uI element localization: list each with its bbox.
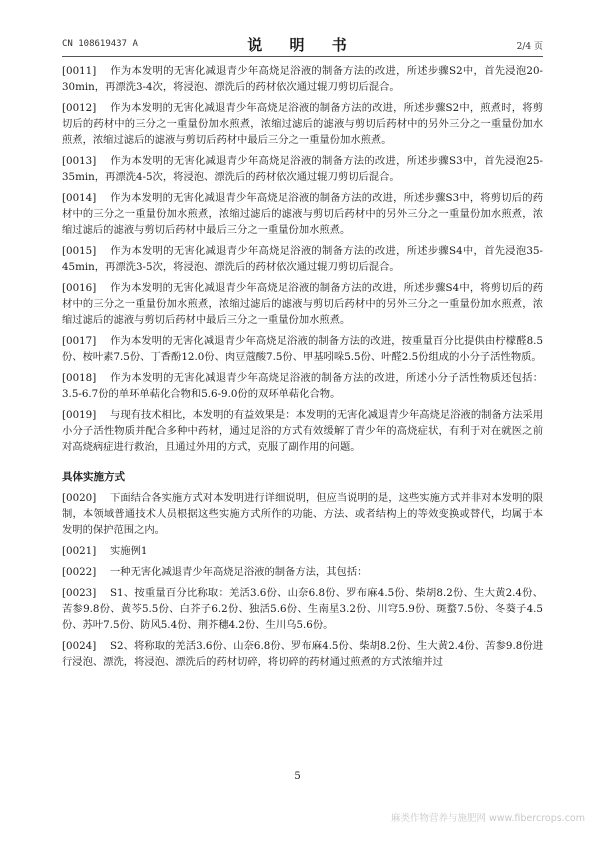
paragraph-0023 — [62, 585, 543, 633]
paragraph-0024 — [62, 638, 543, 670]
paragraph-text: 一种无害化减退青少年高烧足浴液的制备方法，其包括： — [110, 566, 368, 578]
paragraph-0021 — [62, 543, 543, 559]
paragraph-number: [0017] — [62, 335, 97, 347]
paragraph-number: [0022] — [62, 566, 97, 578]
paragraph-0013 — [62, 153, 543, 185]
paragraph-text: 作为本发明的无害化减退青少年高烧足浴液的制备方法的改进，所述步骤S2中，首先浸泡20-30min，再漂洗3-4次，将浸泡、漂洗后的药材依次通过辊刀剪切后混合。 — [62, 65, 543, 93]
header-rule — [62, 56, 543, 57]
paragraph-number: [0023] — [62, 587, 97, 599]
site-watermark: 麻类作物营养与施肥网 www.fibercrops.com — [390, 813, 585, 824]
paragraph-number: [0013] — [62, 155, 97, 167]
page-header — [62, 34, 543, 58]
paragraph-text: 实施例1 — [110, 545, 148, 557]
paragraph-text: 作为本发明的无害化减退青少年高烧足浴液的制备方法的改进，所述步骤S4中，将剪切后的药材中的三分之一重量份加水煎煮，浓缩过滤后的滤液与剪切后药材中的另外三分之一重量份加水煎煮，浓缩过滤后的滤液与剪切后药材中最后三分之一重量份加水煎煮。 — [62, 282, 543, 326]
paragraph-0017 — [62, 333, 543, 365]
paragraph-text: 作为本发明的无害化减退青少年高烧足浴液的制备方法的改进，所述步骤S2中，煎煮时，将剪切后的药材中的三分之一重量份加水煎煮，浓缩过滤后的滤液与剪切后药材中的另外三分之一重量份加水煎煮，浓缩过滤后的滤液与剪切后药材中最后三分之一重量份加水煎煮。 — [62, 102, 543, 146]
paragraph-text: 作为本发明的无害化减退青少年高烧足浴液的制备方法的改进，所述步骤S3中，将剪切后的药材中的三分之一重量份加水煎煮，浓缩过滤后的滤液与剪切后药材中的另外三分之一重量份加水煎煮，浓缩过滤后的滤液与剪切后药材中最后三分之一重量份加水煎煮。 — [62, 192, 543, 236]
paragraph-text: S2、将称取的羌活3.6份、山奈6.8份、罗布麻4.5份、柴胡8.2份、生大黄2.4份、苦参9.8份进行浸泡、漂洗，将浸泡、漂洗后的药材切碎，将切碎的药材通过煎煮的方式浓缩并过 — [62, 640, 543, 668]
paragraph-number: [0018] — [62, 372, 97, 384]
page-number: 5 — [294, 771, 301, 782]
paragraph-0020 — [62, 490, 543, 538]
paragraph-0016 — [62, 280, 543, 328]
paragraph-0011 — [62, 63, 543, 95]
paragraph-text: 作为本发明的无害化减退青少年高烧足浴液的制备方法的改进，所述步骤S4中，首先浸泡35-45min，再漂洗3-5次，将浸泡、漂洗后的药材依次通过辊刀剪切后混合。 — [62, 245, 543, 273]
paragraph-text: 作为本发明的无害化减退青少年高烧足浴液的制备方法的改进，所述小分子活性物质还包括：3.5-6.7份的单环单萜化合物和5.6-9.0份的双环单萜化合物。 — [62, 372, 543, 400]
paragraph-text: 与现有技术相比，本发明的有益效果是：本发明的无害化减退青少年高烧足浴液的制备方法采用小分子活性物质并配合多种中药材，通过足浴的方式有效缓解了青少年的高烧症状，有利于对在就医之前对高烧病症进行救治，且通过外用的方式，克服了副作用的问题。 — [62, 409, 543, 453]
paragraph-0015 — [62, 243, 543, 275]
paragraph-text: S1、按重量百分比称取：羌活3.6份、山奈6.8份、罗布麻4.5份、柴胡8.2份、生大黄2.4份、苦参9.8份、黄芩5.5份、白芥子6.2份、独活5.6份、生南星3.2份、川穹5.9份、斑蝥7.5份、冬葵子4.5份、苏叶7.5份、防风5.4份、荆芥穗4.2份、生川乌5.6份。 — [62, 587, 543, 631]
paragraph-0018 — [62, 370, 543, 402]
paragraph-number: [0016] — [62, 282, 97, 294]
paragraph-number: [0014] — [62, 192, 97, 204]
paragraph-0022 — [62, 564, 543, 580]
document-title: 说 明 书 — [247, 36, 358, 54]
document-body — [62, 63, 543, 675]
paragraph-number: [0020] — [62, 492, 97, 504]
paragraph-number: [0012] — [62, 102, 97, 114]
publication-number: CN 108619437 A — [62, 39, 138, 49]
paragraph-text: 下面结合各实施方式对本发明进行详细说明，但应当说明的是，这些实施方式并非对本发明的限制，本领域普通技术人员根据这些实施方式所作的功能、方法、或者结构上的等效变换或替代，均属于本发明的保护范围之内。 — [62, 492, 543, 536]
section-heading: 具体实施方式 — [62, 471, 125, 483]
paragraph-0014 — [62, 190, 543, 238]
paragraph-text: 作为本发明的无害化减退青少年高烧足浴液的制备方法的改进，按重量百分比提供由柠檬醛8.5份、桉叶素7.5份、丁香酚12.0份、肉豆蔻酸7.5份、甲基吲哚5.5份、叶醛2.5份组成的小分子活性物质。 — [62, 335, 543, 363]
page-info: 2/4 页 — [516, 42, 543, 52]
paragraph-text: 作为本发明的无害化减退青少年高烧足浴液的制备方法的改进，所述步骤S3中，首先浸泡25-35min，再漂洗4-5次，将浸泡、漂洗后的药材依次通过辊刀剪切后混合。 — [62, 155, 543, 183]
paragraph-number: [0015] — [62, 245, 97, 257]
paragraph-0012 — [62, 100, 543, 148]
paragraph-number: [0019] — [62, 409, 97, 421]
paragraph-number: [0024] — [62, 640, 97, 652]
paragraph-number: [0011] — [62, 65, 97, 77]
paragraph-0019 — [62, 407, 543, 455]
paragraph-number: [0021] — [62, 545, 97, 557]
